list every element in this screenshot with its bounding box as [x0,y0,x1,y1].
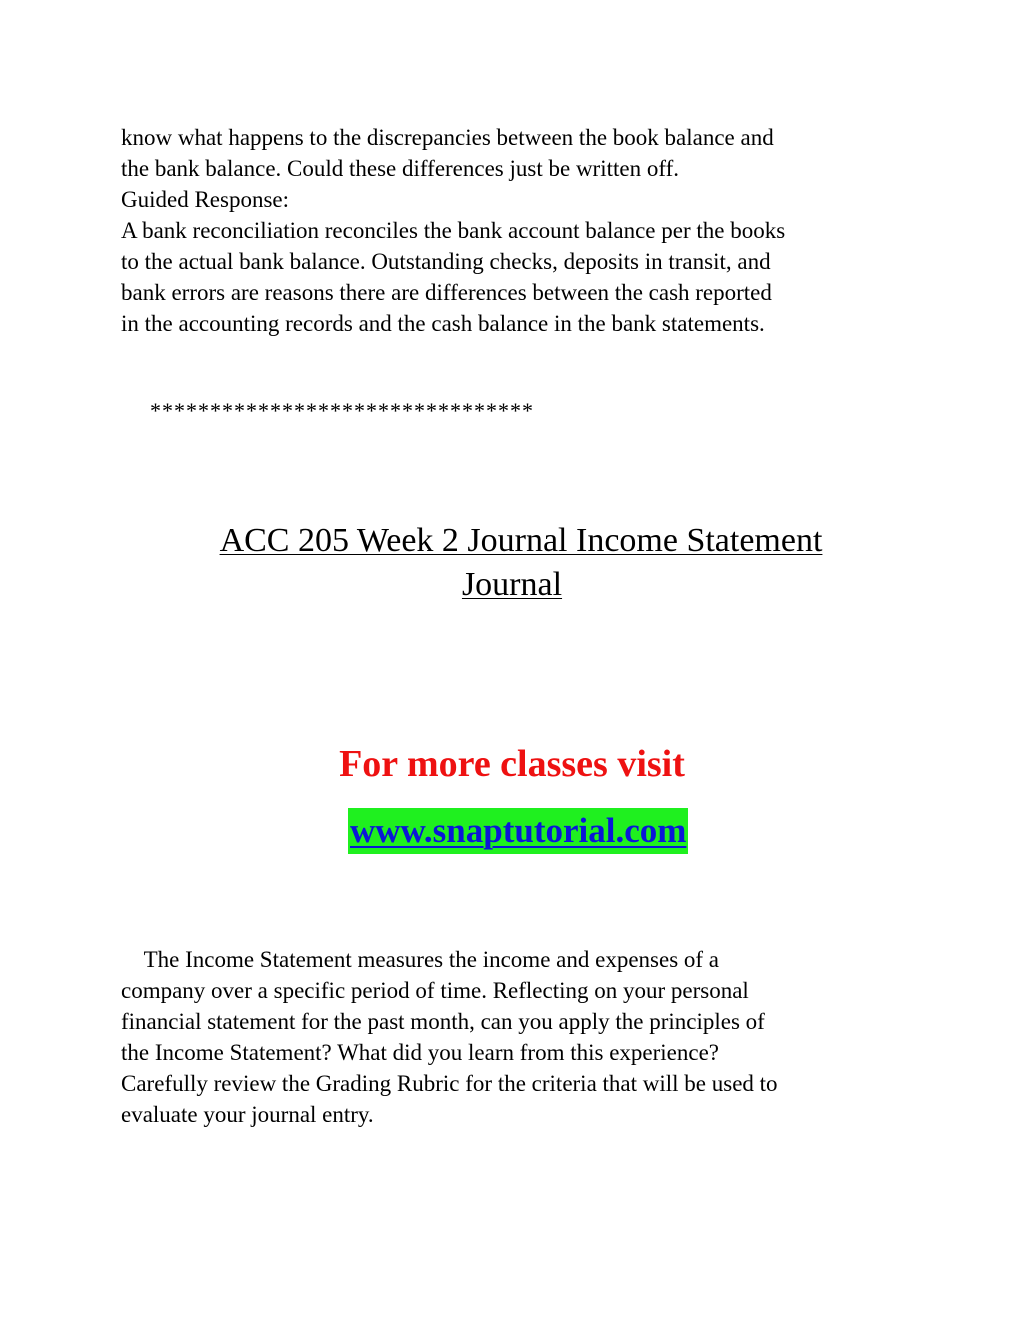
intro-line: know what happens to the discrepancies between the book balance and [121,125,774,150]
body-line: Carefully review the Grading Rubric for the criteria that will be used to [121,1071,778,1096]
intro-line: bank errors are reasons there are differences between the cash reported [121,280,772,305]
intro-line: A bank reconciliation reconciles the bank account balance per the books [121,218,786,243]
course-title-line-2: Journal [461,566,563,603]
course-title-line-1: ACC 205 Week 2 Journal Income Statement [219,522,823,559]
intro-line: in the accounting records and the cash balance in the bank statements. [121,311,765,336]
body-line: The Income Statement measures the income and expenses of a [121,947,720,972]
body-line: financial statement for the past month, can you apply the principles of [121,1009,765,1034]
promo-heading: For more classes visit [339,743,685,785]
body-line: the Income Statement? What did you learn from this experience? [121,1040,719,1065]
body-line: evaluate your journal entry. [121,1102,374,1127]
body-line: company over a specific period of time. Reflecting on your personal [121,978,749,1003]
website-link[interactable]: www.snaptutorial.com [348,808,688,854]
intro-line: the bank balance. Could these differences just be written off. [121,156,679,181]
separator-stars: ******************************** [150,398,534,423]
intro-line: to the actual bank balance. Outstanding checks, deposits in transit, and [121,249,771,274]
intro-line: Guided Response: [121,187,290,212]
